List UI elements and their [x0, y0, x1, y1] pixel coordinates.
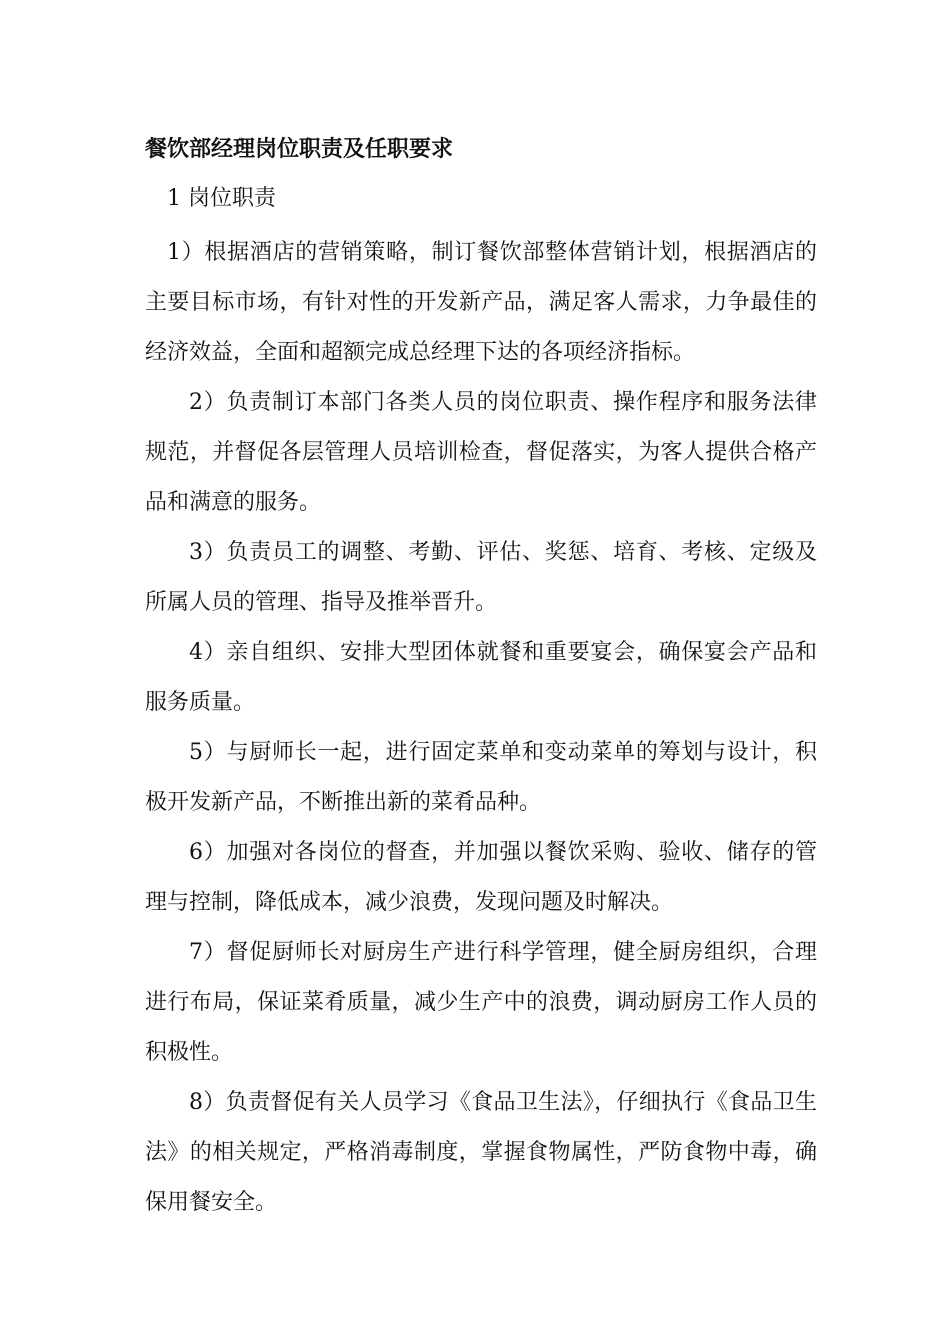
document-title: 餐饮部经理岗位职责及任职要求: [145, 136, 454, 162]
duty-paragraph-7: 7）督促厨师长对厨房生产进行科学管理，健全厨房组织，合理进行布局，保证菜肴质量，减少生产中的浪费，调动厨房工作人员的积极性。: [145, 940, 817, 1065]
duty-paragraph-6: 6）加强对各岗位的督查，并加强以餐饮采购、验收、储存的管理与控制，降低成本，减少浪费，发现问题及时解决。: [145, 840, 817, 915]
duty-paragraph-3: 3）负责员工的调整、考勤、评估、奖惩、培育、考核、定级及所属人员的管理、指导及推举晋升。: [145, 540, 817, 615]
section-heading: 1 岗位职责: [167, 186, 276, 211]
duty-paragraph-8: 8）负责督促有关人员学习《食品卫生法》，仔细执行《食品卫生法》的相关规定，严格消毒制度，掌握食物属性，严防食物中毒，确保用餐安全。: [145, 1090, 817, 1215]
document-page: [145, 128, 817, 1228]
duty-paragraph-2: 2）负责制订本部门各类人员的岗位职责、操作程序和服务法律规范，并督促各层管理人员培训检查，督促落实，为客人提供合格产品和满意的服务。: [145, 390, 817, 515]
duty-paragraph-4: 4）亲自组织、安排大型团体就餐和重要宴会，确保宴会产品和服务质量。: [145, 640, 817, 715]
duty-paragraph-1: 1）根据酒店的营销策略，制订餐饮部整体营销计划，根据酒店的主要目标市场，有针对性的开发新产品，满足客人需求，力争最佳的经济效益，全面和超额完成总经理下达的各项经济指标。: [145, 240, 817, 365]
duty-paragraph-5: 5）与厨师长一起，进行固定菜单和变动菜单的筹划与设计，积极开发新产品，不断推出新的菜肴品种。: [145, 740, 817, 815]
